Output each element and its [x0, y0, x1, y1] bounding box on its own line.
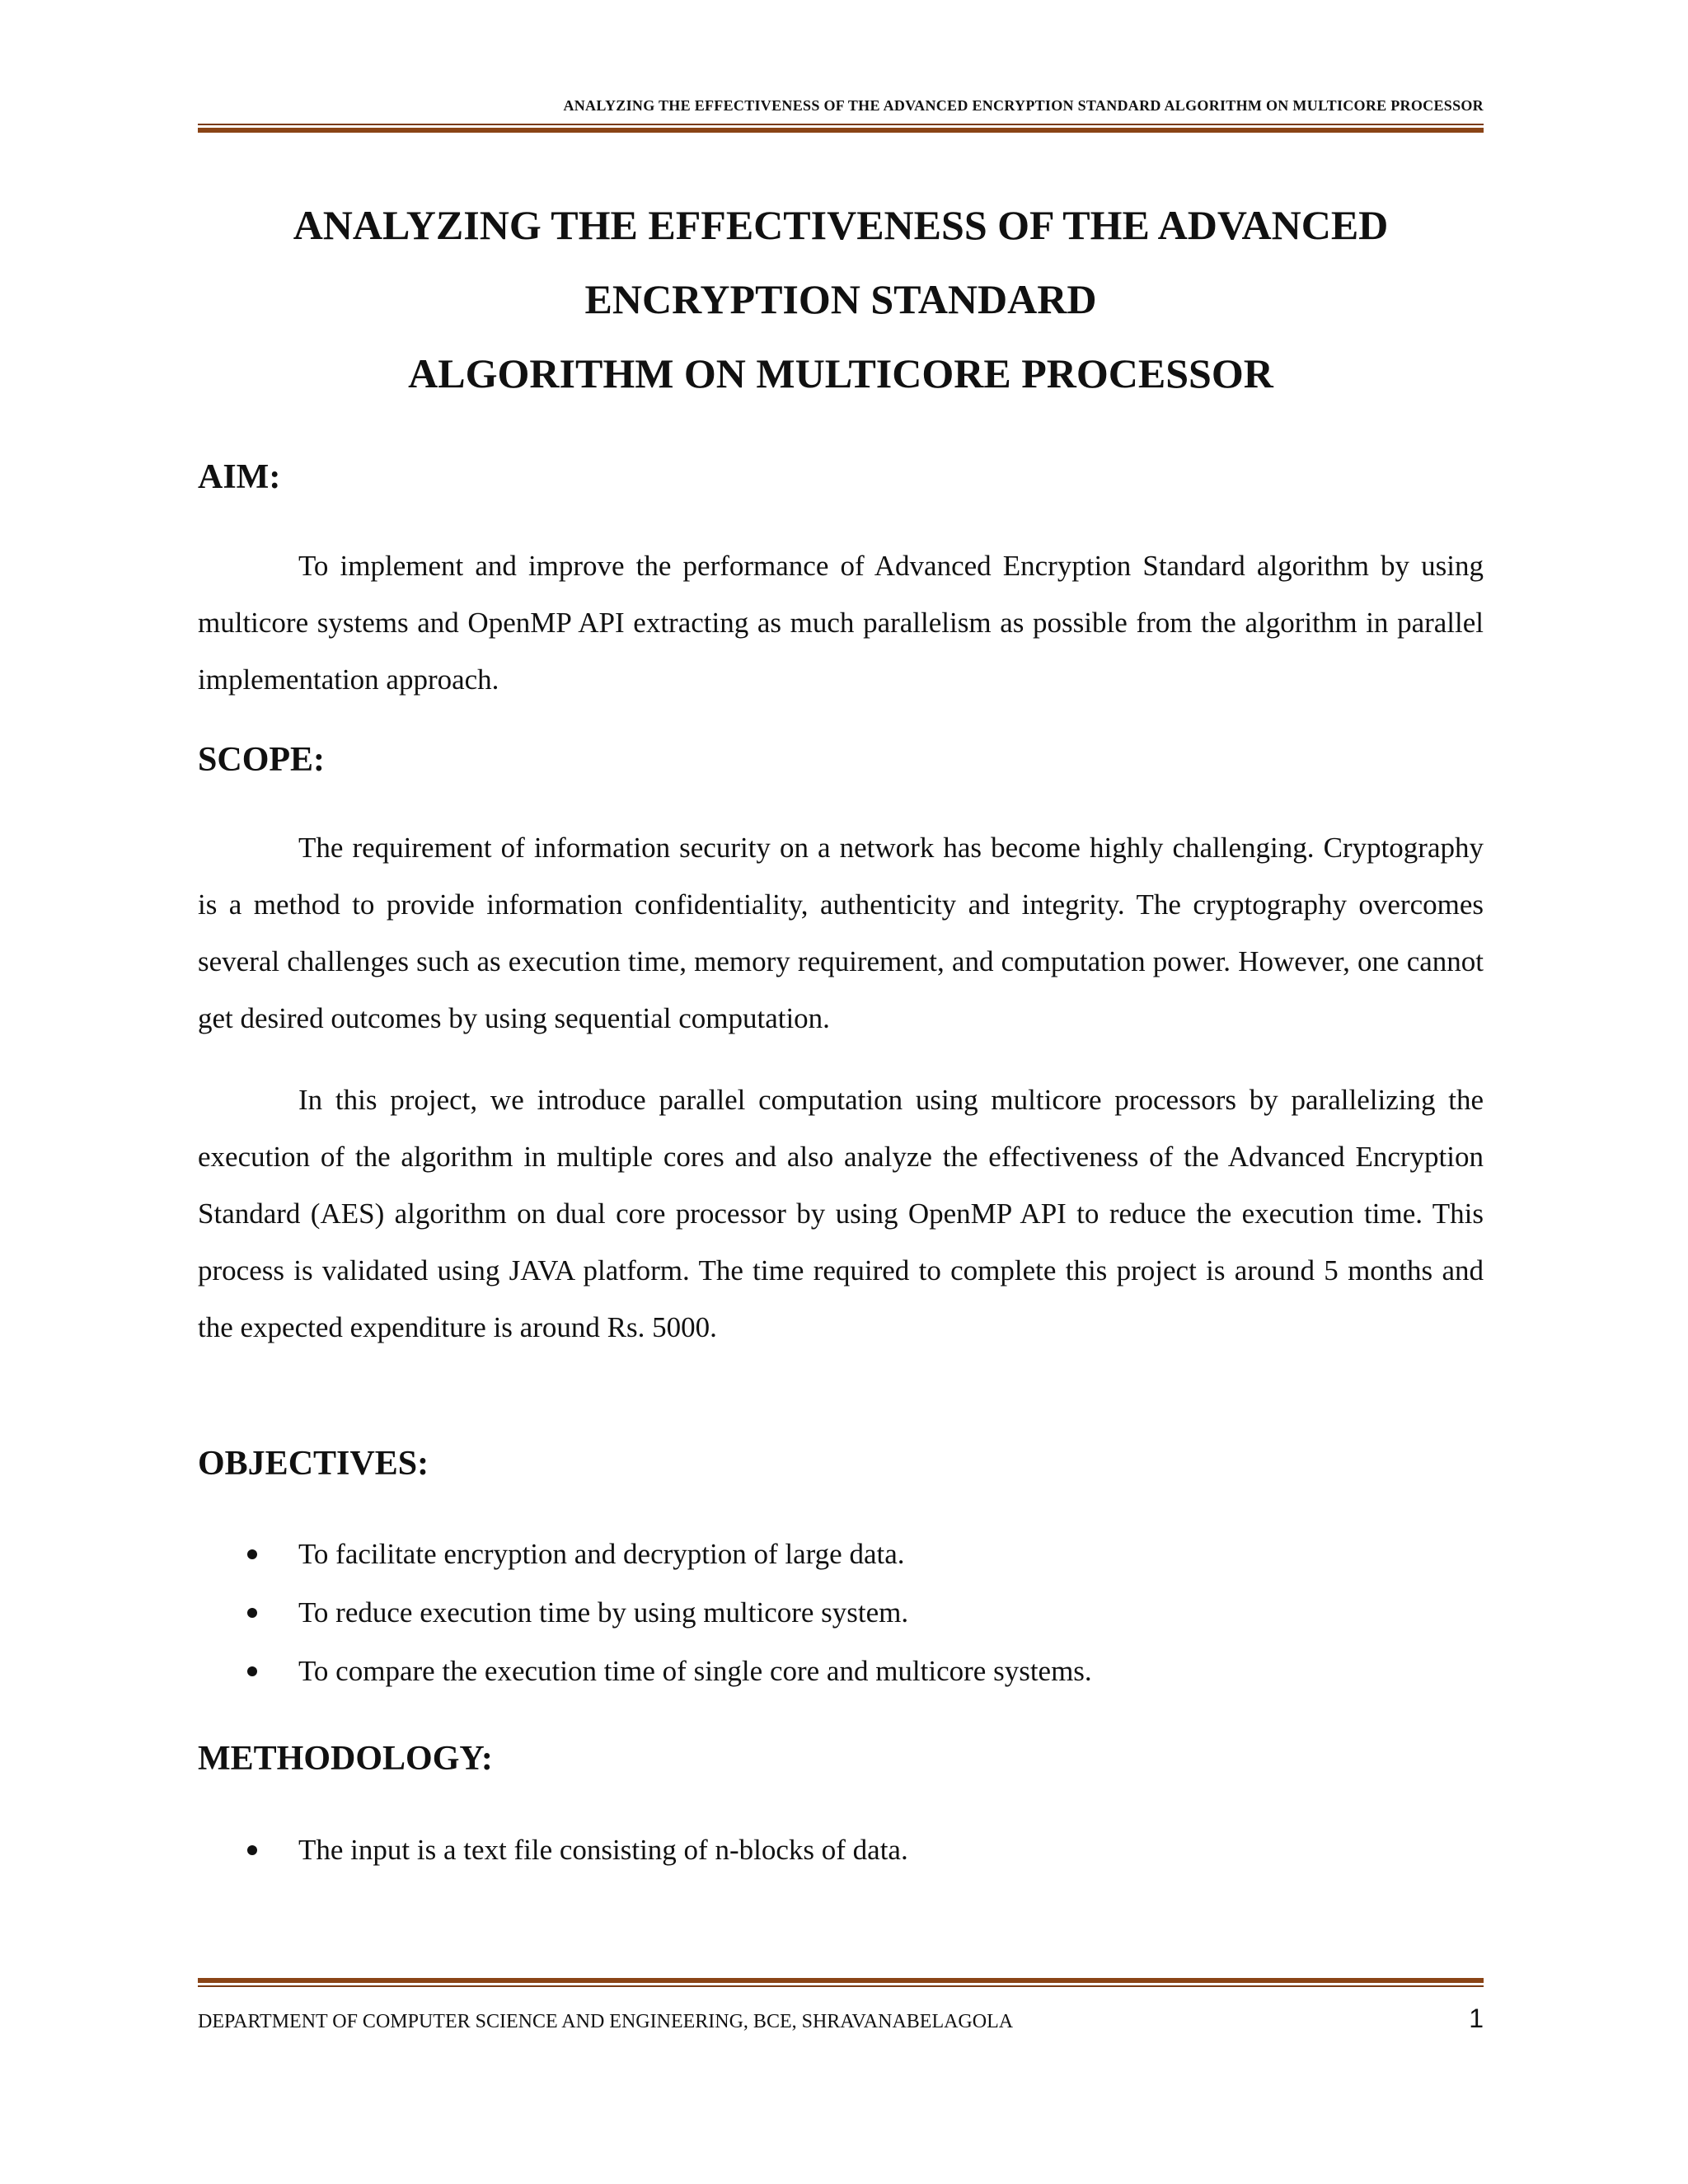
aim-paragraph: To implement and improve the performance of Advanced Encryption Standard algorithm by using multicore systems and OpenMP API extracting as much parallelism as possible from the algorithm in parallel implementation approach.	[198, 550, 1484, 696]
list-item	[198, 1642, 1484, 1700]
list-item	[198, 1525, 1484, 1583]
list-item-text: The input is a text file consisting of n-blocks of data.	[298, 1834, 908, 1866]
header-rule-thick	[198, 128, 1484, 133]
footer-rule-thick	[198, 1978, 1484, 1983]
footer-department: DEPARTMENT OF COMPUTER SCIENCE AND ENGINEERING, BCE, SHRAVANABELAGOLA	[198, 2011, 1014, 2032]
document-title	[198, 188, 1484, 410]
bullet-icon	[247, 1549, 257, 1559]
header-rule-thin	[198, 124, 1484, 125]
list-item-text: To reduce execution time by using multicore system.	[298, 1596, 909, 1629]
scope-paragraph-1: The requirement of information security on a network has become highly challenging. Cryptography is a method to provide information confidentiality, authenticity and integrity. The cryptography overcomes several challenges such as execution time, memory requirement, and computation power. However, one cannot get desired outcomes by using sequential computation.	[198, 832, 1484, 1034]
methodology-list	[198, 1821, 1484, 1879]
list-item-text: To facilitate encryption and decryption of large data.	[298, 1538, 905, 1570]
scope-heading: SCOPE:	[198, 741, 326, 779]
scope-paragraph-2: In this project, we introduce parallel computation using multicore processors by parallelizing the execution of the algorithm in multiple cores and also analyze the effectiveness of the Advanced Encryption Standard (AES) algorithm on dual core processor by using OpenMP API to reduce the execution time. This process is validated using JAVA platform. The time required to complete this project is around 5 months and the expected expenditure is around Rs. 5000.	[198, 1084, 1484, 1343]
methodology-heading: METHODOLOGY:	[198, 1740, 493, 1778]
aim-heading: AIM:	[198, 458, 281, 496]
objectives-heading: OBJECTIVES:	[198, 1445, 429, 1483]
page-number: 1	[1469, 2004, 1484, 2033]
objectives-list	[198, 1525, 1484, 1700]
list-item-text: To compare the execution time of single core and multicore systems.	[298, 1655, 1092, 1687]
title-line-3: ALGORITHM ON MULTICORE PROCESSOR	[408, 350, 1273, 396]
title-line-2: ENCRYPTION STANDARD	[584, 276, 1097, 322]
list-item	[198, 1821, 1484, 1879]
title-line-1: ANALYZING THE EFFECTIVENESS OF THE ADVANCED	[293, 202, 1389, 248]
list-item	[198, 1583, 1484, 1642]
running-header: ANALYZING THE EFFECTIVENESS OF THE ADVANCED ENCRYPTION STANDARD ALGORITHM ON MULTICORE PROCESSOR	[563, 97, 1484, 114]
bullet-icon	[247, 1845, 257, 1855]
footer-rule-thin	[198, 1985, 1484, 1987]
bullet-icon	[247, 1608, 257, 1618]
bullet-icon	[247, 1666, 257, 1676]
